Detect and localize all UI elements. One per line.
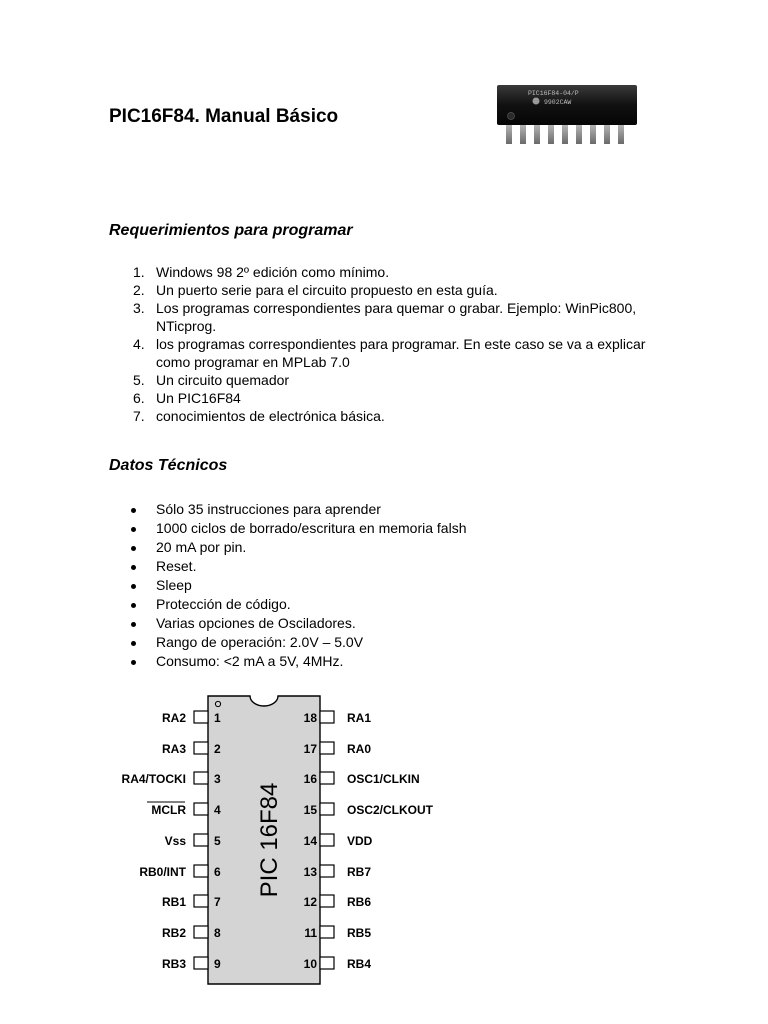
pin-number: 15	[303, 803, 317, 817]
left-pin-numbers	[214, 711, 221, 971]
pin-number: 11	[304, 926, 317, 940]
pin-name: RB7	[347, 865, 372, 879]
list-item	[117, 263, 677, 281]
pin-name: RA2	[161, 711, 186, 725]
requirements-list	[117, 263, 677, 425]
pin-name: MCLR	[151, 803, 186, 817]
pin-number: 8	[214, 926, 221, 940]
right-pin-names	[347, 711, 434, 971]
list-item	[117, 614, 677, 633]
item-text: Windows 98 2º edición como mínimo.	[156, 264, 390, 280]
specs-list	[117, 500, 677, 671]
left-pin-names	[122, 711, 187, 971]
list-item	[117, 281, 677, 299]
pin-name: Vss	[164, 834, 186, 848]
item-text: conocimientos de electrónica básica.	[156, 408, 385, 424]
bullet-icon	[131, 584, 136, 589]
item-text: 1000 ciclos de borrado/escritura en memoria falsh	[156, 520, 467, 536]
pin-name: RB0/INT	[139, 865, 186, 879]
item-text: los programas correspondientes para programar. En este caso se va a explicar como programar en MPLab 7.0	[156, 336, 646, 370]
pin-name: OSC2/CLKOUT	[347, 803, 434, 817]
item-text: Los programas correspondientes para quemar o grabar. Ejemplo: WinPic800, NTicprog.	[156, 300, 637, 334]
pin-name: RB6	[347, 895, 372, 909]
item-text: Varias opciones de Osciladores.	[156, 615, 356, 631]
list-item	[117, 407, 677, 425]
chip-photo	[492, 82, 642, 148]
pin-name: RB1	[161, 895, 186, 909]
list-item	[117, 538, 677, 557]
item-text: Sleep	[156, 577, 192, 593]
list-item	[117, 371, 677, 389]
item-number: 4.	[133, 336, 145, 352]
item-number: 3.	[133, 300, 145, 316]
list-item	[117, 595, 677, 614]
left-pin-boxes	[194, 711, 208, 969]
bullet-icon	[131, 546, 136, 551]
item-text: Rango de operación: 2.0V – 5.0V	[156, 634, 364, 650]
list-item	[117, 299, 677, 335]
item-number: 7.	[133, 408, 145, 424]
pinout-diagram	[100, 690, 460, 990]
pin-number: 5	[214, 834, 221, 848]
pin-name: RA0	[347, 742, 372, 756]
requirements-heading: Requerimientos para programar	[109, 222, 353, 239]
bullet-icon	[131, 527, 136, 532]
pin-number: 6	[214, 865, 221, 879]
pin-name: VDD	[347, 834, 373, 848]
pin-number: 13	[303, 865, 317, 879]
item-text: Reset.	[156, 558, 197, 574]
item-text: Sólo 35 instrucciones para aprender	[156, 501, 381, 517]
item-text: Consumo: <2 mA a 5V, 4MHz.	[156, 653, 344, 669]
pin-number: 17	[303, 742, 317, 756]
pin-name: RA3	[161, 742, 186, 756]
pin-number: 7	[214, 895, 221, 909]
list-item	[117, 389, 677, 407]
specs-heading: Datos Técnicos	[109, 457, 228, 474]
list-item	[117, 557, 677, 576]
bullet-icon	[131, 603, 136, 608]
chip-marking-line2: 9902CAW	[544, 99, 572, 106]
pin-number: 16	[303, 772, 317, 786]
pin-number: 1	[214, 711, 221, 725]
microchip-logo-icon	[533, 98, 540, 105]
list-item	[117, 519, 677, 538]
pin-name: RB4	[347, 957, 372, 971]
pin-number: 10	[303, 957, 317, 971]
pin-name: RB5	[347, 926, 372, 940]
pin-number: 4	[214, 803, 221, 817]
bullet-icon	[131, 622, 136, 627]
pinout-chip-label: PIC 16F84	[256, 782, 283, 898]
pin-number: 18	[303, 711, 317, 725]
bullet-icon	[131, 641, 136, 646]
bullet-icon	[131, 508, 136, 513]
item-number: 2.	[133, 282, 145, 298]
item-number: 6.	[133, 390, 145, 406]
item-text: Un circuito quemador	[156, 372, 290, 388]
list-item	[117, 633, 677, 652]
pin-name: RB2	[161, 926, 186, 940]
list-item	[117, 500, 677, 519]
item-number: 1.	[133, 264, 145, 280]
right-pin-numbers	[304, 711, 318, 971]
pin-number: 9	[214, 957, 221, 971]
pin-name: RB3	[161, 957, 186, 971]
item-text: Un PIC16F84	[156, 390, 241, 406]
item-text: Protección de código.	[156, 596, 291, 612]
pin-name: RA1	[347, 711, 372, 725]
page-title: PIC16F84. Manual Básico	[109, 106, 339, 127]
bullet-icon	[131, 565, 136, 570]
list-item	[117, 335, 677, 371]
pin-number: 2	[214, 742, 221, 756]
item-text: Un puerto serie para el circuito propuesto en esta guía.	[156, 282, 498, 298]
pin-number: 14	[303, 834, 317, 848]
right-pin-boxes	[320, 711, 334, 969]
list-item	[117, 576, 677, 595]
item-number: 5.	[133, 372, 145, 388]
pin-number: 3	[214, 772, 221, 786]
list-item	[117, 652, 677, 671]
chip-marking-line1: PIC16F84-04/P	[528, 90, 579, 97]
pin1-dot	[508, 113, 515, 120]
item-text: 20 mA por pin.	[156, 539, 247, 555]
pin-number: 12	[303, 895, 317, 909]
bullet-icon	[131, 660, 136, 665]
pin-name: RA4/TOCKI	[121, 772, 186, 786]
pin-name: OSC1/CLKIN	[347, 772, 420, 786]
